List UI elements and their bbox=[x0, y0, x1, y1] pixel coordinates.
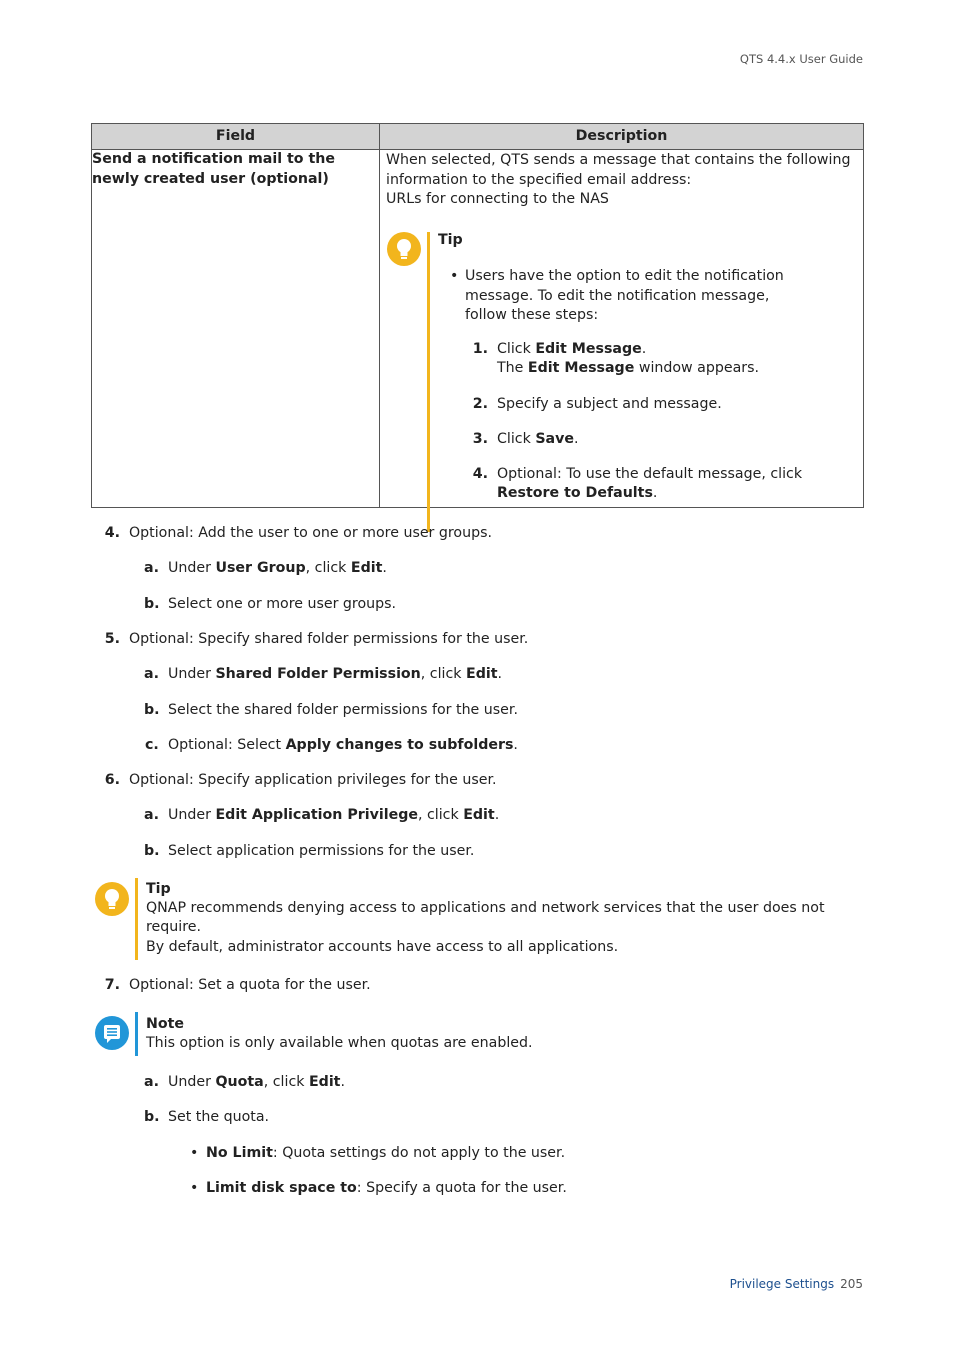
page-footer bbox=[730, 1275, 863, 1295]
step-text: Click Save. bbox=[497, 431, 579, 447]
step-text: Optional: To use the default message, click bbox=[497, 466, 803, 482]
tip-text: By default, administrator accounts have access to all applications. bbox=[146, 939, 619, 955]
step-text: Restore to Defaults. bbox=[497, 485, 658, 501]
footer-section-link[interactable]: Privilege Settings bbox=[729, 1277, 835, 1291]
note-text: This option is only available when quotas are enabled. bbox=[146, 1035, 533, 1051]
substep-label: c. bbox=[145, 737, 159, 753]
field-description-table bbox=[91, 123, 864, 508]
substep-label: a. bbox=[144, 560, 159, 576]
step-text: The Edit Message window appears. bbox=[497, 360, 760, 376]
substep-text: Select application permissions for the user. bbox=[168, 843, 475, 859]
step-text: Specify a subject and message. bbox=[497, 396, 722, 412]
tip-text: require. bbox=[146, 919, 201, 935]
step-text: Click Edit Message. bbox=[497, 341, 647, 357]
lightbulb-icon bbox=[95, 882, 129, 916]
bullet-icon: • bbox=[190, 1180, 199, 1196]
tip-bar bbox=[427, 232, 430, 532]
substep-text: Optional: Select Apply changes to subfolders. bbox=[168, 737, 518, 753]
bullet-icon: • bbox=[450, 268, 459, 284]
description-line: URLs for connecting to the NAS bbox=[386, 191, 609, 207]
list-item: No Limit: Quota settings do not apply to the user. bbox=[206, 1145, 566, 1161]
note-title: Note bbox=[146, 1016, 185, 1032]
step-number: 6. bbox=[104, 772, 120, 788]
tip-title: Tip bbox=[146, 881, 171, 897]
tip-text: follow these steps: bbox=[465, 307, 599, 323]
substep-text: Select the shared folder permissions for the user. bbox=[168, 702, 518, 718]
field-name: Send a notification mail to the newly created user (optional) bbox=[92, 151, 335, 187]
substep-text: Select one or more user groups. bbox=[168, 596, 397, 612]
description-line: information to the specified email address: bbox=[386, 171, 692, 188]
step-number: 2. bbox=[472, 396, 488, 412]
substep-label: b. bbox=[144, 702, 160, 718]
tip-bar bbox=[135, 878, 138, 960]
step-text: Optional: Set a quota for the user. bbox=[129, 977, 371, 993]
description-line: When selected, QTS sends a message that contains the following bbox=[386, 152, 851, 168]
substep-text: Under Shared Folder Permission, click Edit. bbox=[168, 666, 503, 682]
list-item: Limit disk space to: Specify a quota for the user. bbox=[206, 1180, 567, 1196]
column-header-description: Description bbox=[380, 124, 864, 150]
step-number: 3. bbox=[472, 431, 488, 447]
lightbulb-icon bbox=[387, 232, 421, 266]
substep-label: b. bbox=[144, 596, 160, 612]
step-number: 5. bbox=[104, 631, 120, 647]
substep-label: a. bbox=[144, 1074, 159, 1090]
step-number: 4. bbox=[472, 466, 488, 482]
substep-label: b. bbox=[144, 1109, 160, 1125]
substep-text: Under Edit Application Privilege, click Edit. bbox=[168, 807, 500, 823]
column-header-field: Field bbox=[92, 124, 380, 150]
note-icon bbox=[95, 1016, 129, 1050]
tip-text: Users have the option to edit the notification bbox=[465, 268, 784, 284]
substep-text: Under Quota, click Edit. bbox=[168, 1074, 345, 1090]
step-text: Optional: Add the user to one or more user groups. bbox=[129, 525, 493, 541]
substep-label: b. bbox=[144, 843, 160, 859]
table-row bbox=[92, 150, 864, 508]
step-text: Optional: Specify application privileges for the user. bbox=[129, 772, 497, 788]
step-number: 4. bbox=[104, 525, 120, 541]
substep-label: a. bbox=[144, 666, 159, 682]
note-bar bbox=[135, 1012, 138, 1056]
substep-text: Under User Group, click Edit. bbox=[168, 560, 387, 576]
page-number: 205 bbox=[840, 1277, 863, 1291]
substep-label: a. bbox=[144, 807, 159, 823]
doc-title: QTS 4.4.x User Guide bbox=[739, 52, 863, 66]
substep-text: Set the quota. bbox=[168, 1109, 270, 1125]
step-number: 1. bbox=[472, 341, 488, 357]
step-text: Optional: Specify shared folder permissions for the user. bbox=[129, 631, 529, 647]
description-cell bbox=[380, 150, 864, 508]
bullet-icon: • bbox=[190, 1145, 199, 1161]
step-number: 7. bbox=[104, 977, 120, 993]
tip-text: QNAP recommends denying access to applications and network services that the user does not bbox=[146, 900, 825, 916]
tip-text: message. To edit the notification message, bbox=[465, 287, 770, 304]
tip-title: Tip bbox=[438, 232, 463, 248]
